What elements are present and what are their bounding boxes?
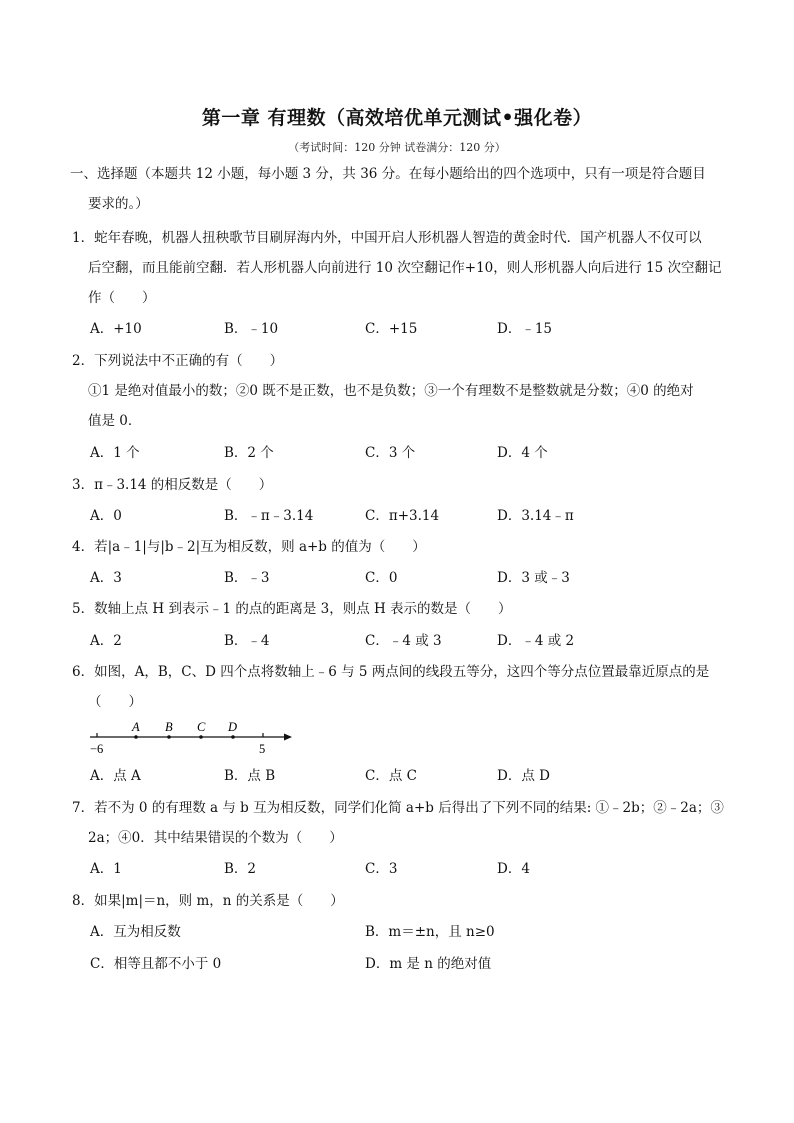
question-3-option-b: B．﹣π﹣3.14 (224, 508, 314, 524)
question-2-line-2: ①1 是绝对值最小的数；②0 既不是正数，也不是负数；③一个有理数不是整数就是分数；④0 的绝对 (88, 383, 694, 399)
question-7-option-a: A．1 (90, 861, 122, 877)
question-8-option-d: D．m 是 n 的绝对值 (365, 956, 492, 972)
page-title: 第一章 有理数（高效培优单元测试•强化卷） (201, 107, 593, 129)
question-1-option-d: D．﹣15 (497, 321, 553, 337)
question-3-line-1: 3．π﹣3.14 的相反数是（ ） (72, 477, 273, 493)
question-2-line-3: 值是 0． (88, 413, 142, 429)
question-7-option-c: C．3 (365, 861, 398, 877)
question-5-option-c: C．﹣4 或 3 (365, 633, 442, 649)
question-1-option-a: A．+10 (90, 321, 142, 337)
point-b-label: B (165, 720, 173, 734)
right-end-label: 5 (259, 742, 266, 756)
question-4-line-1: 4．若|a﹣1|与|b﹣2|互为相反数，则 a+b 的值为（ ） (72, 539, 426, 555)
question-6-option-c: C．点 C (365, 768, 417, 784)
point-b-dot (167, 735, 171, 739)
question-7-option-b: B．2 (224, 861, 257, 877)
question-6-option-d: D．点 D (497, 768, 550, 784)
point-a-label: A (132, 720, 140, 734)
point-d-label: D (228, 720, 238, 734)
question-2-option-d: D．4 个 (497, 445, 548, 461)
question-7-option-d: D．4 (497, 861, 530, 877)
question-1-line-3: 作（ ） (88, 290, 156, 306)
question-2-line-1: 2．下列说法中不正确的有（ ） (72, 353, 284, 369)
question-4-option-d: D．3 或﹣3 (497, 570, 570, 586)
point-c-label: C (197, 720, 206, 734)
question-6-line-1: 6．如图，A，B，C、D 四个点将数轴上﹣6 与 5 两点间的线段五等分，这四个等分点位置最靠近原点的是 (72, 664, 710, 680)
number-line-arrow (284, 734, 292, 741)
question-3-option-c: C．π+3.14 (365, 508, 440, 524)
question-7-line-1: 7．若不为 0 的有理数 a 与 b 互为相反数，同学们化简 a+b 后得出了下列不同的结果: ①﹣2b；②﹣2a；③ (72, 800, 724, 816)
question-5-option-d: D．﹣4 或 2 (497, 633, 575, 649)
question-1-option-c: C．+15 (365, 321, 418, 337)
point-d-dot (231, 735, 235, 739)
question-1-line-1: 1．蛇年春晚，机器人扭秧歌节目刷屏海内外，中国开启人形机器人智造的黄金时代．国产机器人不仅可以 (72, 230, 702, 246)
point-a-dot (134, 735, 138, 739)
question-2-option-a: A．1 个 (90, 445, 140, 461)
question-6-option-a: A．点 A (90, 768, 141, 784)
question-2-option-b: B．2 个 (224, 445, 274, 461)
question-6-option-b: B．点 B (224, 768, 276, 784)
question-8-line-1: 8．如果|m|＝n，则 m，n 的关系是（ ） (72, 893, 344, 909)
question-1-option-b: B．﹣10 (224, 321, 279, 337)
question-1-line-2: 后空翻，而且能前空翻．若人形机器人向前进行 10 次空翻记作+10，则人形机器人向后进行 15 次空翻记 (88, 260, 722, 276)
question-4-option-a: A．3 (90, 570, 122, 586)
number-line-figure (88, 716, 298, 758)
question-3-option-a: A．0 (90, 508, 122, 524)
question-8-option-b: B．m＝±n，且 n≥0 (365, 924, 495, 940)
question-5-line-1: 5．数轴上点 H 到表示﹣1 的点的距离是 3，则点 H 表示的数是（ ） (72, 601, 512, 617)
section-heading-cont: 要求的。） (88, 196, 149, 212)
question-8-option-a: A．互为相反数 (90, 924, 181, 940)
question-4-option-c: C．0 (365, 570, 398, 586)
section-heading: 一、选择题（本题共 12 小题，每小题 3 分，共 36 分。在每小题给出的四个选项中，只有一项是符合题目 (70, 166, 706, 182)
question-2-option-c: C．3 个 (365, 445, 416, 461)
question-5-option-b: B．﹣4 (224, 633, 270, 649)
question-6-line-2: （ ） (88, 694, 142, 710)
exam-info: （考试时间：120 分钟 试卷满分：120 分） (288, 141, 506, 154)
question-5-option-a: A．2 (90, 633, 122, 649)
question-4-option-b: B．﹣3 (224, 570, 270, 586)
question-7-line-2: 2a；④0．其中结果错误的个数为（ ） (88, 830, 343, 846)
question-3-option-d: D．3.14﹣π (497, 508, 574, 524)
point-c-dot (199, 735, 203, 739)
left-end-label: −6 (90, 742, 104, 756)
question-8-option-c: C．相等且都不小于 0 (90, 956, 222, 972)
